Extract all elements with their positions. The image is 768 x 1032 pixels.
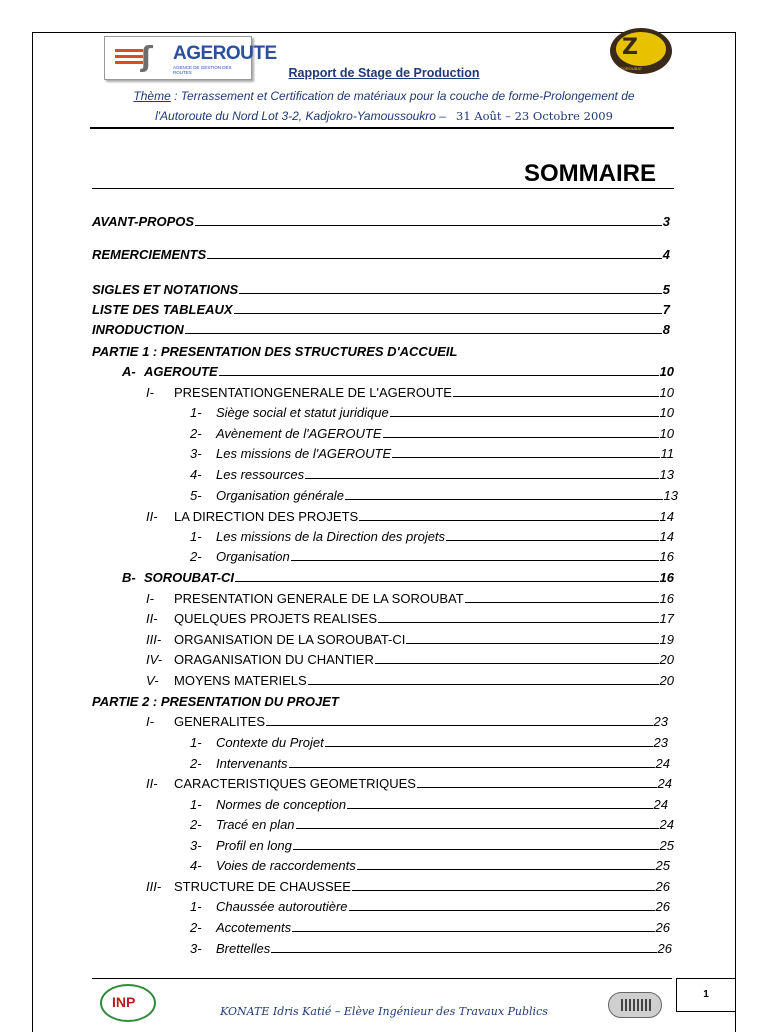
toc-entry-number: 2-: [190, 549, 202, 564]
toc-leader-line: [417, 776, 657, 788]
toc-entry[interactable]: [92, 281, 670, 298]
toc-entry-page: 14: [659, 509, 674, 524]
toc-entry[interactable]: [190, 940, 672, 957]
toc-entry[interactable]: [146, 775, 672, 792]
toc-entry[interactable]: [92, 321, 670, 338]
toc-entry[interactable]: [190, 425, 674, 442]
toc-entry-number: 2-: [190, 920, 202, 935]
toc-entry[interactable]: [146, 508, 674, 525]
toc-entry-page: 16: [659, 549, 674, 564]
toc-entry-label: PRESENTATIONGENERALE DE L'AGEROUTE: [174, 385, 452, 400]
toc-entry-label: Accotements: [216, 920, 292, 935]
school-logo: [608, 992, 662, 1018]
theme-line-2: l'Autoroute du Nord Lot 3-2, Kadjokro-Yamoussoukro –: [155, 109, 446, 123]
toc-entry-page: 25: [659, 838, 674, 853]
logo-brand: AGEROUTE: [173, 43, 277, 64]
toc-entry-page: 4: [662, 247, 670, 262]
soroubat-logo-mark: Z: [622, 35, 638, 60]
toc-entry-label: SIGLES ET NOTATIONS: [92, 282, 239, 297]
toc-entry[interactable]: [190, 857, 670, 874]
toc-entry[interactable]: [190, 466, 674, 483]
inp-logo-text: INP: [112, 994, 136, 1010]
toc-entry-label: QUELQUES PROJETS REALISES: [174, 611, 378, 626]
toc-entry[interactable]: [190, 404, 674, 421]
toc-entry-label: Les ressources: [216, 467, 305, 482]
toc-entry-page: 26: [655, 879, 670, 894]
page-number: 1: [676, 978, 736, 1012]
toc-entry[interactable]: [190, 548, 674, 565]
toc-entry-page: 10: [659, 405, 674, 420]
toc-entry-page: 24: [659, 817, 674, 832]
toc-entry-label: AGEROUTE: [144, 364, 218, 379]
toc-leader-line: [359, 509, 658, 521]
toc-leader-line: [308, 673, 659, 685]
toc-entry-page: 26: [655, 899, 670, 914]
page-title: SOMMAIRE: [524, 160, 656, 187]
toc-entry-label: INRODUCTION: [92, 322, 184, 337]
toc-entry-number: 5-: [190, 488, 202, 503]
toc-entry-label: Les missions de la Direction des projets: [216, 529, 446, 544]
toc-entry[interactable]: [146, 878, 670, 895]
report-title: Rapport de Stage de Production: [288, 66, 480, 80]
theme-dates: 31 Août – 23 Octobre 2009: [456, 109, 613, 123]
toc-leader-line: [291, 549, 659, 561]
toc-entry-number: I-: [146, 385, 154, 400]
toc-entry[interactable]: [146, 610, 674, 627]
toc-entry-page: 19: [659, 632, 674, 647]
toc-entry[interactable]: [92, 213, 670, 230]
toc-leader-line: [347, 797, 652, 809]
toc-entry[interactable]: [190, 487, 678, 504]
toc-entry-label: Chaussée autoroutière: [216, 899, 348, 914]
footer-divider: [92, 978, 672, 979]
toc-entry-page: 17: [659, 611, 674, 626]
toc-entry[interactable]: [146, 651, 674, 668]
toc-entry-page: 16: [659, 591, 674, 606]
toc-entry-label: ORAGANISATION DU CHANTIER: [174, 652, 374, 667]
toc-entry-number: II-: [146, 509, 158, 524]
toc-entry[interactable]: [122, 569, 674, 586]
toc-entry-page: 7: [662, 302, 670, 317]
toc-leader-line: [406, 632, 658, 644]
toc-entry-page: 20: [659, 673, 674, 688]
toc-entry[interactable]: [190, 796, 668, 813]
toc-entry-label: Avènement de l'AGEROUTE: [216, 426, 382, 441]
toc-entry-number: 1-: [190, 797, 202, 812]
toc-entry-number: 4-: [190, 858, 202, 873]
toc-entry-label: ORGANISATION DE LA SOROUBAT-CI: [174, 632, 406, 647]
toc-leader-line: [453, 385, 659, 397]
toc-entry-number: 2-: [190, 817, 202, 832]
toc-entry-label: REMERCIEMENTS: [92, 247, 207, 262]
title-underline: [92, 188, 674, 189]
toc-entry-label: MOYENS MATERIELS: [174, 673, 307, 688]
toc-entry-page: 24: [655, 756, 670, 771]
toc-entry-label: Brettelles: [216, 941, 271, 956]
toc-entry-label: Intervenants: [216, 756, 288, 771]
toc-entry-number: V-: [146, 673, 159, 688]
toc-leader-line: [305, 467, 658, 479]
toc-entry-label: Contexte du Projet: [216, 735, 324, 750]
toc-entry[interactable]: [190, 755, 670, 772]
toc-leader-line: [289, 756, 655, 768]
toc-entry-number: I-: [146, 591, 154, 606]
toc-entry-page: 13: [663, 488, 678, 503]
toc-entry-label: Siège social et statut juridique: [216, 405, 389, 420]
toc-entry[interactable]: [146, 384, 674, 401]
toc-entry-number: 2-: [190, 426, 202, 441]
toc-entry[interactable]: [146, 713, 668, 730]
header-divider: [90, 127, 674, 129]
toc-leader-line: [390, 405, 659, 417]
toc-entry-label: AVANT-PROPOS: [92, 214, 195, 229]
toc-entry-number: III-: [146, 632, 162, 647]
toc-leader-line: [392, 446, 659, 458]
toc-entry-number: B-: [122, 570, 136, 585]
toc-entry-number: 3-: [190, 838, 202, 853]
toc-entry-page: 23: [653, 714, 668, 729]
toc-leader-line: [219, 364, 659, 376]
toc-entry-page: 24: [653, 797, 668, 812]
footer-author: KONATE Idris Katié – Elève Ingénieur des Travaux Publics: [220, 1005, 548, 1018]
soroubat-logo-caption: SOROUBAT: [620, 66, 643, 71]
toc-entry-page: 11: [660, 446, 674, 461]
report-theme: [96, 86, 672, 126]
toc-entry-number: A-: [122, 364, 136, 379]
toc-entry-page: 24: [657, 776, 672, 791]
toc-entry[interactable]: [190, 528, 674, 545]
toc-entry-number: 2-: [190, 756, 202, 771]
toc-entry[interactable]: [190, 919, 670, 936]
toc-entry-number: I-: [146, 714, 154, 729]
toc-leader-line: [375, 652, 659, 664]
toc-leader-line: [357, 858, 655, 870]
toc-entry-number: 4-: [190, 467, 202, 482]
toc-entry[interactable]: [92, 246, 670, 263]
toc-leader-line: [378, 611, 659, 623]
theme-line-1: : Terrassement et Certification de matériaux pour la couche de forme-Prolongement de: [170, 89, 635, 103]
toc-entry[interactable]: [122, 363, 674, 380]
toc-entry-label: Profil en long: [216, 838, 292, 853]
toc-heading[interactable]: [92, 343, 592, 360]
toc-entry-label: Normes de conception: [216, 797, 347, 812]
toc-leader-line: [207, 247, 662, 259]
toc-entry-page: 8: [662, 322, 670, 337]
toc-leader-line: [185, 322, 662, 334]
toc-entry-page: 14: [659, 529, 674, 544]
toc-entry[interactable]: [190, 837, 674, 854]
toc-entry-number: IV-: [146, 652, 163, 667]
toc-entry[interactable]: [190, 734, 668, 751]
toc-entry-label: Les missions de l'AGEROUTE: [216, 446, 392, 461]
toc-leader-line: [234, 302, 662, 314]
theme-label: Thème: [133, 89, 171, 103]
toc-entry-label: SOROUBAT-CI: [144, 570, 235, 585]
toc-entry[interactable]: [92, 301, 670, 318]
toc-entry-label: LISTE DES TABLEAUX: [92, 302, 233, 317]
toc-entry[interactable]: [190, 445, 674, 462]
toc-entry-page: 3: [662, 214, 670, 229]
toc-leader-line: [239, 282, 662, 294]
toc-entry-label: LA DIRECTION DES PROJETS: [174, 509, 359, 524]
toc-entry-number: II-: [146, 611, 158, 626]
toc-entry[interactable]: [190, 898, 670, 915]
toc-entry[interactable]: [146, 672, 674, 689]
logo-subtitle: AGENCE DE GESTION DES ROUTES: [173, 65, 232, 75]
toc-leader-line: [235, 570, 658, 582]
toc-leader-line: [195, 214, 662, 226]
toc-leader-line: [345, 488, 663, 500]
toc-entry-number: II-: [146, 776, 158, 791]
toc-entry-page: 10: [659, 364, 674, 379]
toc-entry[interactable]: [146, 631, 674, 648]
toc-entry[interactable]: [190, 816, 674, 833]
toc-leader-line: [266, 714, 653, 726]
toc-leader-line: [383, 426, 659, 438]
toc-entry-page: 25: [655, 858, 670, 873]
toc-entry-label: PRESENTATION GENERALE DE LA SOROUBAT: [174, 591, 464, 606]
toc-entry-label: STRUCTURE DE CHAUSSEE: [174, 879, 351, 894]
toc-leader-line: [293, 838, 659, 850]
toc-entry-number: 1-: [190, 899, 202, 914]
toc-leader-line: [465, 591, 659, 603]
logo-stripes: [115, 49, 143, 65]
toc-leader-line: [271, 941, 656, 953]
toc-entry-page: 20: [659, 652, 674, 667]
toc-leader-line: [296, 817, 659, 829]
toc-entry-label: Organisation: [216, 549, 290, 564]
toc-leader-line: [352, 879, 655, 891]
toc-entry-number: 3-: [190, 941, 202, 956]
toc-entry-page: 26: [657, 941, 672, 956]
toc-entry-number: 1-: [190, 405, 202, 420]
toc-entry-label: PARTIE 1 : PRESENTATION DES STRUCTURES D'ACCUEIL: [92, 344, 458, 359]
toc-entry-page: 10: [659, 385, 674, 400]
toc-entry-page: 5: [662, 282, 670, 297]
school-logo-bars: [621, 999, 651, 1011]
toc-entry-page: 23: [653, 735, 668, 750]
toc-entry-label: PARTIE 2 : PRESENTATION DU PROJET: [92, 694, 339, 709]
toc-entry-label: Tracé en plan: [216, 817, 295, 832]
toc-leader-line: [349, 899, 655, 911]
toc-leader-line: [292, 920, 654, 932]
toc-entry-number: 1-: [190, 529, 202, 544]
toc-heading[interactable]: [92, 693, 592, 710]
toc-entry-number: 3-: [190, 446, 202, 461]
toc-entry-number: 1-: [190, 735, 202, 750]
toc-entry-label: Organisation générale: [216, 488, 344, 503]
toc-entry-page: 26: [655, 920, 670, 935]
toc-entry-page: 10: [659, 426, 674, 441]
logo-mark-icon: ʃ: [141, 40, 153, 73]
toc-entry-page: 16: [659, 570, 674, 585]
toc-entry-number: III-: [146, 879, 162, 894]
toc-entry-label: CARACTERISTIQUES GEOMETRIQUES: [174, 776, 416, 791]
toc-leader-line: [446, 529, 658, 541]
toc-entry-label: GENERALITES: [174, 714, 266, 729]
toc-entry[interactable]: [146, 590, 674, 607]
toc-entry-label: Voies de raccordements: [216, 858, 356, 873]
toc-leader-line: [325, 735, 653, 747]
toc-entry-page: 13: [659, 467, 674, 482]
